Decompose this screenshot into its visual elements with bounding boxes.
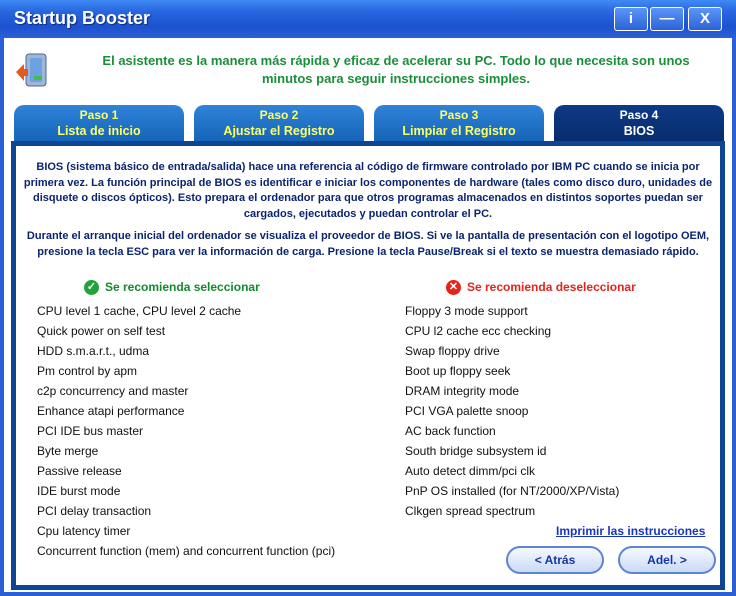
list-item: Cpu latency timer — [37, 524, 131, 538]
select-list — [37, 301, 335, 561]
list-item: Quick power on self test — [37, 324, 166, 338]
tab-step-number: Paso 3 — [439, 108, 479, 122]
close-button[interactable]: X — [688, 7, 722, 31]
tab-step-3[interactable] — [374, 105, 544, 141]
list-item: Pm control by apm — [37, 364, 138, 378]
bios-boot-instructions: Durante el arranque inicial del ordenador se visualiza el proveedor de BIOS. Si ve la pantalla de presentación con el logotipo OEM, presione la tecla ESC para ver la información de carga. Presione la tecla Pause/Break si el texto se muestra demasiado rápido. — [26, 230, 710, 258]
minimize-button[interactable]: — — [650, 7, 684, 31]
tab-step-label: BIOS — [623, 124, 655, 138]
x-circle-icon: ✕ — [446, 280, 461, 295]
check-circle-icon: ✓ — [84, 280, 99, 295]
list-item: PCI VGA palette snoop — [405, 404, 529, 418]
list-item: Boot up floppy seek — [405, 364, 511, 378]
list-item: Byte merge — [37, 444, 99, 458]
list-item: DRAM integrity mode — [405, 384, 520, 398]
recommend-select-label: Se recomienda seleccionar — [105, 280, 260, 294]
list-item: HDD s.m.a.r.t., udma — [37, 344, 150, 358]
bios-panel-content — [16, 146, 720, 585]
deselect-list — [405, 301, 619, 521]
window-title: Startup Booster — [14, 8, 151, 28]
list-item: CPU l2 cache ecc checking — [405, 324, 552, 338]
tab-step-number: Paso 4 — [619, 108, 659, 122]
recommend-select-heading — [84, 280, 260, 295]
tab-step-4[interactable] — [554, 105, 724, 141]
list-item: PCI delay transaction — [37, 504, 152, 518]
list-item: PCI IDE bus master — [37, 424, 144, 438]
next-button[interactable]: Adel. > — [618, 546, 716, 574]
list-item: Floppy 3 mode support — [405, 304, 528, 318]
recommend-deselect-label: Se recomienda deseleccionar — [467, 280, 636, 294]
step-tabs — [14, 105, 724, 141]
list-item: AC back function — [405, 424, 496, 438]
list-item: Enhance atapi performance — [37, 404, 185, 418]
list-item: South bridge subsystem id — [405, 444, 547, 458]
list-item: Auto detect dimm/pci clk — [405, 464, 536, 478]
tab-step-label: Limpiar el Registro — [402, 124, 516, 138]
list-item: PnP OS installed (for NT/2000/XP/Vista) — [405, 484, 620, 498]
print-instructions-link[interactable]: Imprimir las instrucciones — [556, 524, 706, 538]
wizard-client-area — [4, 38, 732, 592]
tab-step-number: Paso 2 — [259, 108, 299, 122]
info-button[interactable]: i — [614, 7, 648, 31]
tab-step-2[interactable] — [194, 105, 364, 141]
list-item: IDE burst mode — [37, 484, 121, 498]
list-item: CPU level 1 cache, CPU level 2 cache — [37, 304, 242, 318]
recommend-deselect-heading — [446, 280, 636, 295]
list-item: Concurrent function (mem) and concurrent function (pci) — [37, 544, 336, 558]
back-button[interactable]: < Atrás — [506, 546, 604, 574]
tab-step-number: Paso 1 — [79, 108, 119, 122]
list-item: Clkgen spread spectrum — [405, 504, 536, 518]
bios-description: BIOS (sistema básico de entrada/salida) hace una referencia al código de firmware controlado por IBM PC cuando se inicia por primera vez. La función principal de BIOS es identificar e iniciar los componentes de hardware (tales como disco duro, unidades de disquete o discos ópticos). Esto prepara el ordenador para que otros programas almacenados en distintos soportes puedan ser cargados, ejecutados y puedan controlar el PC. — [23, 161, 713, 220]
tab-step-label: Lista de inicio — [57, 124, 141, 138]
list-item: c2p concurrency and master — [37, 384, 189, 398]
title-bar[interactable] — [0, 0, 736, 38]
list-item: Passive release — [37, 464, 122, 478]
tab-step-1[interactable] — [14, 105, 184, 141]
tab-step-label: Ajustar el Registro — [223, 124, 335, 138]
bios-panel — [11, 141, 725, 590]
startup-booster-logo-icon — [12, 50, 52, 90]
list-item: Swap floppy drive — [405, 344, 500, 358]
wizard-header — [4, 38, 732, 100]
header-description: El asistente es la manera más rápida y eficaz de acelerar su PC. Todo lo que necesita son unos minutos para seguir instrucciones simples. — [102, 53, 690, 86]
